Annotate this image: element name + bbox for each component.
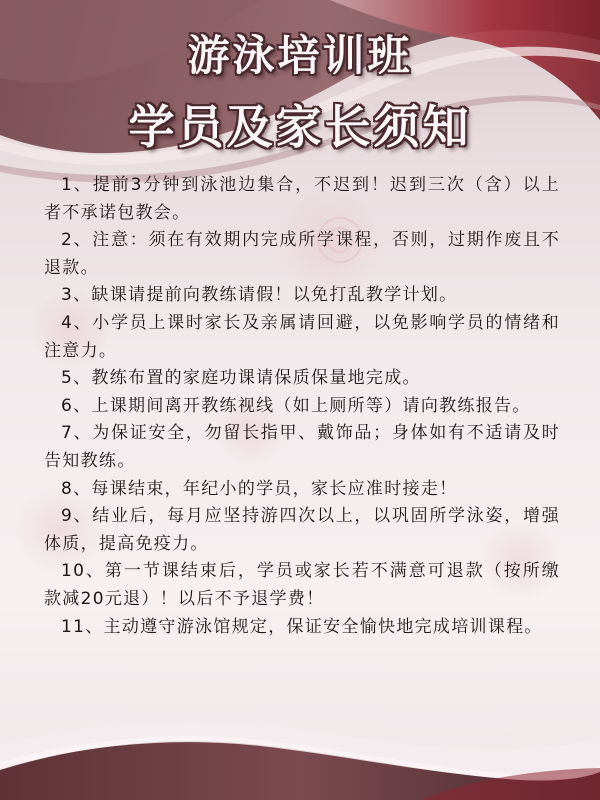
rule-item: 2、注意：须在有效期内完成所学课程，否则，过期作废且不退款。 xyxy=(44,230,560,278)
rule-item: 6、上课期间离开教练视线（如上厕所等）请向教练报告。 xyxy=(61,395,531,416)
title-line-2: 学员及家长须知 xyxy=(128,100,472,154)
rule-item: 3、缺课请提前向教练请假！以免打乱教学计划。 xyxy=(61,285,458,306)
rule-item: 11、主动遵守游泳馆规定，保证安全愉快地完成培训课程。 xyxy=(61,616,543,637)
rule-item: 4、小学员上课时家长及亲属请回避，以免影响学员的情绪和注意力。 xyxy=(44,312,560,361)
rules-list xyxy=(44,172,560,641)
title-line-1: 游泳培训班 xyxy=(187,31,413,80)
rule-item: 9、结业后，每月应坚持游四次以上，以巩固所学泳姿，增强体质，提高免疫力。 xyxy=(44,506,560,554)
rule-item: 7、为保证安全，勿留长指甲、戴饰品；身体如有不适请及时告知教练。 xyxy=(44,423,560,471)
rule-item: 1、提前3分钟到泳池边集合，不迟到！迟到三次（含）以上者不承诺包教会。 xyxy=(44,175,560,223)
rule-item: 8、每课结束，年纪小的学员，家长应准时接走！ xyxy=(61,478,458,499)
rule-item: 10、第一节课结束后，学员或家长若不满意可退款（按所缴款减20元退）！以后不予退学费！ xyxy=(44,561,560,609)
rule-item: 5、教练布置的家庭功课请保质保量地完成。 xyxy=(61,368,421,389)
